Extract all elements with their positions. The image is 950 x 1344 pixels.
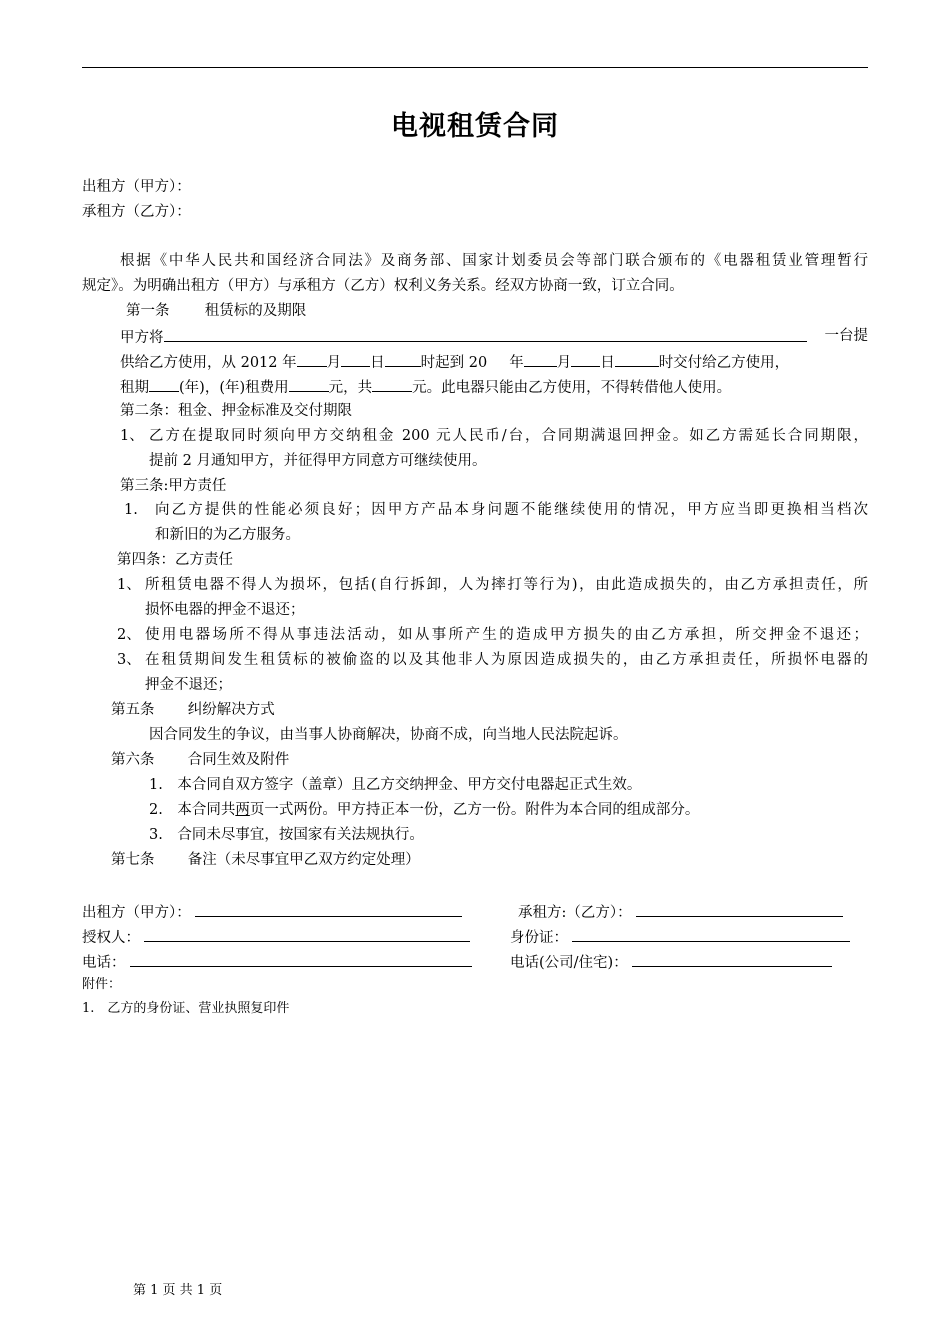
- text-segment: 租期: [120, 380, 149, 396]
- article-1-title: 租赁标的及期限: [204, 303, 307, 319]
- text-segment: 2. 本合同共: [149, 802, 236, 818]
- blank-item-field[interactable]: [164, 327, 807, 342]
- article-4-item-1-line-2: 损怀电器的押金不退还；: [145, 602, 305, 618]
- attachment-item-1: 1. 乙方的身份证、营业执照复印件: [82, 1001, 290, 1016]
- text-segment: 供给乙方使用，从 2012 年: [120, 355, 297, 371]
- text-segment: 甲方将: [120, 330, 164, 346]
- sig-phone-field[interactable]: [130, 951, 472, 967]
- article-6-heading: [111, 751, 289, 769]
- attachments-label: 附件：: [82, 977, 122, 992]
- article-2-item-1-number: 1、: [120, 428, 144, 444]
- text-segment: 元。此电器只能由乙方使用，不得转借他人使用。: [412, 380, 732, 396]
- sig-id-card: [510, 926, 850, 947]
- article-6-item-2: [149, 801, 699, 819]
- text-segment: 日: [370, 355, 385, 371]
- blank-day-field[interactable]: [571, 352, 600, 367]
- article-1-number: 第一条: [126, 303, 170, 319]
- sig-lessee: [518, 901, 843, 922]
- text-segment: 月: [556, 355, 572, 371]
- sig-phone: [82, 951, 472, 972]
- text-segment: 元，共: [328, 380, 373, 396]
- text-segment: 日: [600, 355, 615, 371]
- text-segment: 页一式两份。甲方持正本一份，乙方一份。附件为本合同的组成部分。: [249, 802, 700, 818]
- blank-term-field[interactable]: [149, 377, 179, 392]
- sig-phone-company: [510, 951, 832, 972]
- top-rule: [82, 67, 868, 68]
- page-footer: 第 1 页 共 1 页: [133, 1283, 223, 1298]
- text-segment: (年)，(年)租费用: [179, 380, 289, 396]
- blank-total-field[interactable]: [372, 377, 412, 392]
- article-4-item-2-number: 2、: [117, 627, 141, 643]
- article-6-item-1: 1. 本合同自双方签字（盖章）且乙方交纳押金、甲方交付电器起正式生效。: [149, 777, 642, 793]
- blank-month-field[interactable]: [297, 352, 327, 367]
- lessee-label: 承租方（乙方）：: [82, 204, 191, 220]
- article-1-heading: [126, 302, 306, 320]
- article-4-heading: 第四条：乙方责任: [117, 552, 233, 568]
- sig-lessor: [82, 901, 462, 922]
- article-7-number: 第七条: [111, 852, 155, 868]
- blank-month-field[interactable]: [524, 352, 557, 367]
- article-2-item-1-line-2: 提前 2 月通知甲方，并征得甲方同意方可继续使用。: [149, 453, 487, 469]
- page-count-field: 两: [235, 802, 250, 818]
- sig-phone-label: 电话：: [82, 955, 126, 971]
- text-segment: 时交付给乙方使用，: [658, 355, 790, 371]
- sig-lessor-field[interactable]: [195, 901, 462, 917]
- article-3-item-1-line-2: 和新旧的为乙方服务。: [155, 527, 300, 543]
- article-3-item-1-line-1: 向乙方提供的性能必须良好；因甲方产品本身问题不能继续使用的情况，甲方应当即更换相当档次: [155, 502, 868, 518]
- article-5-title: 纠纷解决方式: [187, 702, 275, 718]
- preamble-line-1: 根据《中华人民共和国经济合同法》及商务部、国家计划委员会等部门联合颁布的《电器租赁业管理暂行: [120, 253, 868, 269]
- sig-phone-company-label: 电话(公司/住宅)：: [510, 955, 628, 971]
- article-6-number: 第六条: [111, 752, 155, 768]
- document-title: 电视租赁合同: [391, 111, 559, 142]
- blank-hour-field[interactable]: [615, 352, 659, 367]
- preamble-line-2: 规定》。为明确出租方（甲方）与承租方（乙方）权利义务关系。经双方协商一致，订立合同。: [82, 278, 684, 294]
- sig-id-card-label: 身份证：: [510, 930, 568, 946]
- article-4-item-3-line-1: 在租赁期间发生租赁标的被偷盗的以及其他非人为原因造成损失的，由乙方承担责任，所损怀电器的: [145, 652, 868, 668]
- article-2-item-1-line-1: 乙方在提取同时须向甲方交纳租金 200 元人民币/台，合同期满退回押金。如乙方需延长合同期限，: [149, 428, 868, 444]
- article-2-heading: 第二条：租金、押金标准及交付期限: [120, 403, 352, 419]
- sig-authorized-field[interactable]: [144, 926, 470, 942]
- sig-authorized-label: 授权人：: [82, 930, 140, 946]
- article-4-item-1-line-1: 所租赁电器不得人为损坏，包括(自行拆卸，人为摔打等行为)，由此造成损失的，由乙方承担责任，所: [145, 577, 868, 593]
- article-5-number: 第五条: [111, 702, 155, 718]
- article-4-item-1-number: 1、: [117, 577, 141, 593]
- sig-lessee-field[interactable]: [636, 901, 843, 917]
- text-segment: 月: [326, 355, 342, 371]
- article-7-title: 备注（未尽事宜甲乙双方约定处理）: [187, 852, 420, 868]
- blank-fee-field[interactable]: [289, 377, 329, 392]
- sig-lessee-label: 承租方:（乙方）：: [518, 905, 632, 921]
- text-segment: 一台提: [824, 328, 868, 344]
- article-4-item-2-line-1: 使用电器场所不得从事违法活动，如从事所产生的造成甲方损失的由乙方承担，所交押金不退还；: [145, 627, 868, 643]
- sig-lessor-label: 出租方（甲方）：: [82, 905, 191, 921]
- text-segment: 时起到 20: [420, 355, 488, 371]
- article-6-item-3: 3. 合同未尽事宜，按国家有关法规执行。: [149, 827, 424, 843]
- article-1-line-3: [120, 377, 731, 397]
- article-4-item-3-number: 3、: [117, 652, 141, 668]
- article-1-line-1: [120, 327, 868, 347]
- blank-day-field[interactable]: [341, 352, 370, 367]
- blank-hour-field[interactable]: [385, 352, 421, 367]
- article-5-body: 因合同发生的争议，由当事人协商解决，协商不成，向当地人民法院起诉。: [149, 727, 628, 743]
- lessor-label: 出租方（甲方）：: [82, 179, 191, 195]
- article-7-heading: [111, 851, 420, 869]
- sig-phone-company-field[interactable]: [632, 951, 832, 967]
- sig-id-card-field[interactable]: [572, 926, 850, 942]
- article-5-heading: [111, 701, 275, 719]
- sig-authorized: [82, 926, 470, 947]
- article-4-item-3-line-2: 押金不退还；: [145, 677, 232, 693]
- article-3-item-1-number: 1.: [124, 502, 138, 518]
- article-6-title: 合同生效及附件: [187, 752, 290, 768]
- text-segment: 年: [509, 355, 524, 371]
- article-1-line-2: [120, 352, 789, 372]
- article-3-heading: 第三条:甲方责任: [120, 478, 227, 494]
